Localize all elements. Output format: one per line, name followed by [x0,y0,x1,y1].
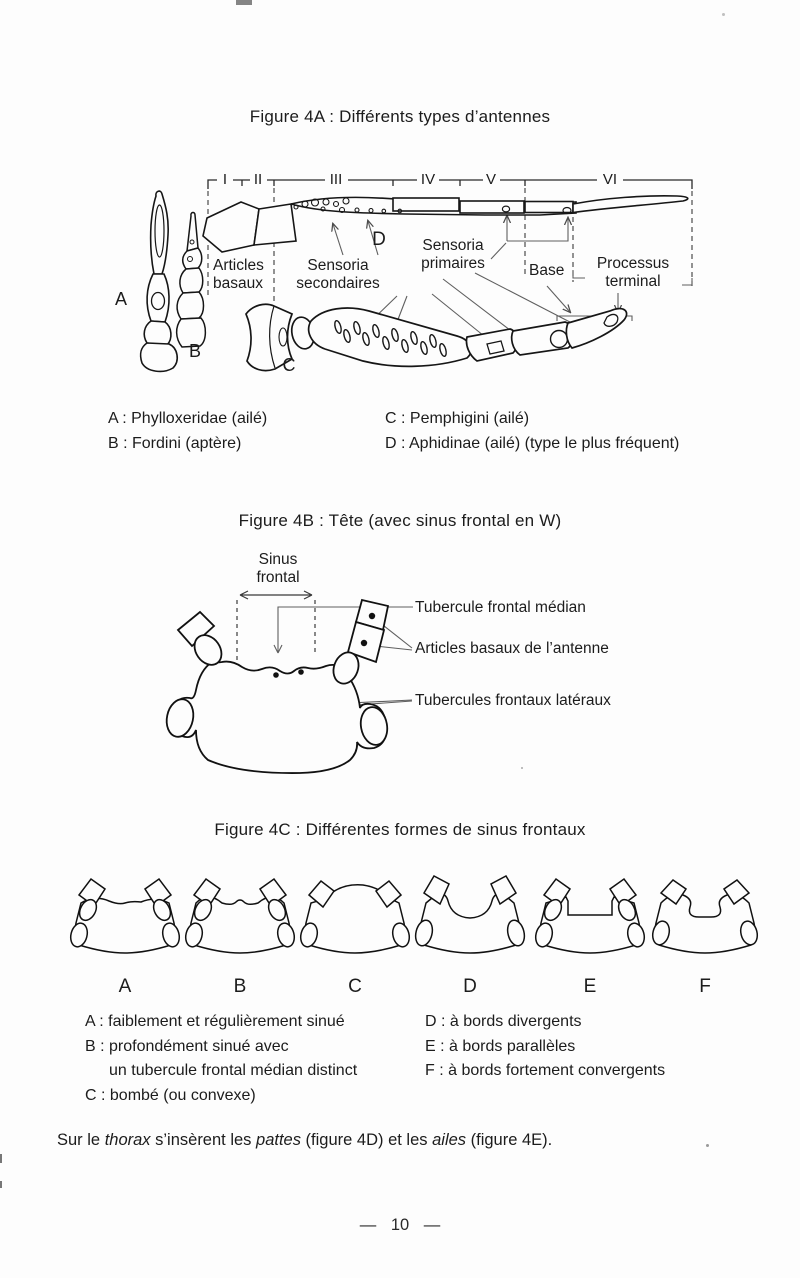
figure-4c-legend-left [85,1010,357,1108]
scan-artifact [706,1144,709,1147]
label-base: Base [529,262,565,279]
head-drawing [163,600,390,773]
text-run: (figure 4D) et les [300,1131,433,1149]
legend-line: A : Phylloxeridae (ailé) [108,410,268,427]
label-processus-terminal: Processus terminal [596,255,670,290]
svg-text:E: E [583,976,597,997]
head-shape-d [413,876,527,953]
text-run: Sur le [57,1131,105,1149]
legend-line: C : Pemphigini (ailé) [385,410,530,427]
numeral-V: V [485,171,497,188]
scan-artifact [0,1154,2,1163]
scan-artifact [0,1181,2,1188]
antenna-b-drawing [177,212,206,347]
text-run: (figure 4E). [466,1131,553,1149]
antenna-d-letter: D [372,229,386,250]
figure-4a-title: Figure 4A : Différents types d’antennes [249,107,551,126]
legend-line: D : à bords divergents [425,1013,582,1030]
label-articles-basaux: Articles basaux [213,257,264,292]
body-sentence [57,1131,552,1150]
italic-ailes: ailes [432,1131,467,1149]
head-letters [119,976,711,997]
scan-artifact [722,13,725,16]
label-sensoria-secondaires: Sensoria secondaires [296,257,380,292]
scan-artifact [236,0,252,5]
antenna-c-drawing [246,304,627,370]
figure-4a-legend-left [108,407,267,456]
label-tubercules-lateraux: Tubercules frontaux latéraux [415,692,611,709]
svg-text:A: A [118,976,132,997]
figure-4b-title: Figure 4B : Tête (avec sinus frontal en W) [238,511,562,530]
label-sinus-frontal: Sinus frontal [256,551,300,586]
italic-thorax: thorax [104,1131,151,1149]
svg-text:F: F [699,976,711,997]
antenna-a-drawing [141,191,178,371]
head-shape-e [533,879,646,953]
svg-text:D: D [463,976,477,997]
numeral-II: II [253,171,263,188]
legend-line: un tubercule frontal médian distinct [109,1062,358,1079]
svg-text:B: B [233,976,247,997]
antenna-segment-bracket [208,180,692,189]
figure-4c-drawing [60,875,760,1000]
numeral-VI: VI [602,171,618,188]
head-shape-b [183,879,296,953]
figure-4b-drawing [150,550,650,785]
head-shape-f [650,880,759,953]
legend-line: B : Fordini (aptère) [108,434,242,452]
svg-text:C: C [348,976,362,997]
legend-line: A : faiblement et régulièrement sinué [85,1013,345,1030]
legend-line: C : bombé (ou convexe) [85,1086,256,1104]
label-articles-basaux-antenne: Articles basaux de l’antenne [415,640,609,657]
antenna-b-letter: B [188,341,202,361]
antenna-a-letter: A [114,289,128,309]
numeral-I: I [222,171,228,188]
legend-line: E : à bords parallèles [425,1037,576,1055]
legend-line: B : profondément sinué avec [85,1037,289,1055]
numeral-IV: IV [420,171,436,188]
label-sensoria-primaires: Sensoria primaires [421,237,485,272]
figure-4a-legend-right [385,407,679,456]
head-shape-c [298,881,411,953]
figure-4c-title: Figure 4C : Différentes formes de sinus frontaux [214,820,586,839]
head-shape-a [68,879,181,953]
text-run: s’insèrent les [150,1131,257,1149]
label-tubercule-median: Tubercule frontal médian [415,599,586,616]
legend-line: D : Aphidinae (ailé) (type le plus fréquent) [385,434,680,452]
figure-4c-legend-right [425,1010,665,1084]
numeral-III: III [329,171,343,188]
antenna-c-letter: C [282,355,296,375]
italic-pattes: pattes [256,1131,301,1149]
sinus-frontal-measure [237,591,315,663]
page-number: — 10 — [359,1216,441,1234]
legend-line: F : à bords fortement convergents [425,1062,666,1079]
